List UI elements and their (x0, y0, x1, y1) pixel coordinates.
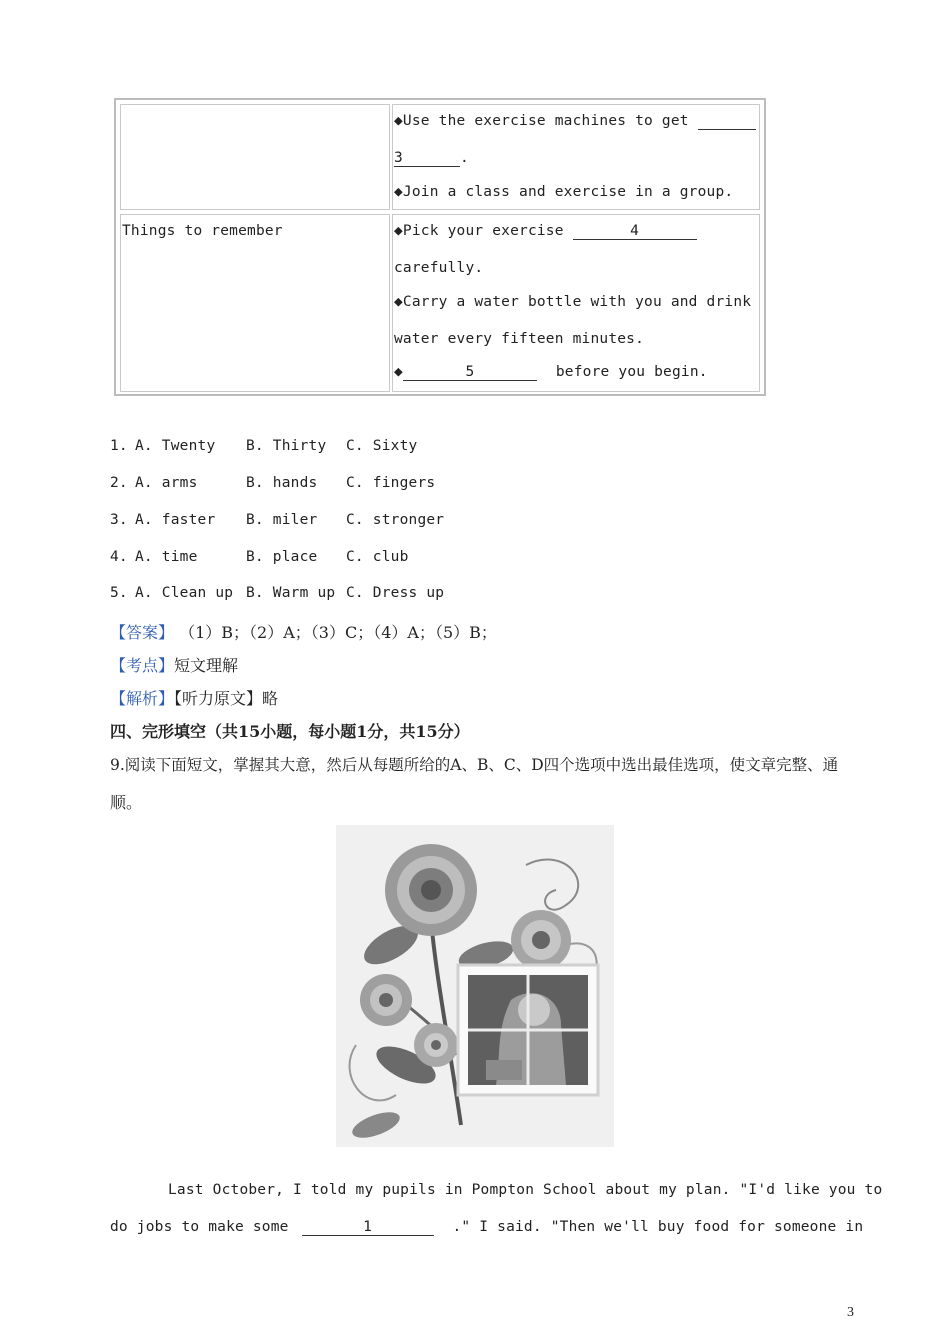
question-5: 5. A. Clean up B. Warm up C. Dress up (110, 585, 445, 601)
passage-line-2-start: do jobs to make some (110, 1219, 289, 1235)
answer-line (110, 620, 497, 643)
point-text: 短文理解 (174, 656, 239, 675)
blank-placeholder (698, 113, 756, 130)
option-c[interactable]: C. Sixty (346, 438, 418, 454)
blank-1: 1 (302, 1219, 434, 1236)
blank-4: 4 (573, 223, 697, 240)
blank-5: 5 (403, 364, 537, 381)
things-to-remember-label: Things to remember (122, 223, 283, 239)
option-a[interactable]: A. Twenty (135, 438, 216, 454)
option-c[interactable]: C. Dress up (346, 585, 445, 601)
remember-line-2-cont: water every fifteen minutes. (394, 331, 645, 347)
question-3: 3. A. faster B. miler C. stronger (110, 512, 445, 528)
question-1: 1. A. Twenty B. Thirty C. Sixty (110, 438, 418, 454)
flower-window-illustration (336, 825, 614, 1147)
table-cell-empty (120, 104, 390, 210)
option-c[interactable]: C. club (346, 549, 409, 565)
instruction-line-2: 顺。 (110, 793, 143, 812)
remember-line-1-cont: carefully. (394, 260, 484, 276)
illustration-icon (336, 825, 614, 1147)
option-c[interactable]: C. stronger (346, 512, 445, 528)
point-label: 【考点】 (110, 656, 175, 675)
answer-label: 【答案】 (110, 623, 175, 642)
section-title: 四、完形填空（共15小题，每小题1分，共15分） (110, 722, 470, 741)
remember-line-3-end: before you begin. (555, 364, 708, 380)
analysis-line (110, 686, 278, 709)
passage-line-2-end: ." I said. "Then we'll buy food for someone in (452, 1219, 864, 1235)
question-4: 4. A. time B. place C. club (110, 549, 409, 565)
method-line-1-end: . (460, 150, 469, 166)
option-b[interactable]: B. miler (246, 512, 318, 528)
exercise-table (114, 98, 766, 396)
method-line-1: ◆Use the exercise machines to get (394, 113, 689, 129)
question-2: 2. A. arms B. hands C. fingers (110, 475, 436, 491)
table-cell-methods (392, 104, 760, 210)
passage-line-1: Last October, I told my pupils in Pompton School about my plan. "I'd like you to (168, 1182, 883, 1198)
option-a[interactable]: A. time (135, 549, 198, 565)
bullet-icon: ◆ (394, 364, 403, 380)
option-a[interactable]: A. Clean up (135, 585, 234, 601)
method-line-2: ◆Join a class and exercise in a group. (394, 184, 734, 200)
analysis-label: 【解析】 (110, 689, 175, 708)
remember-line-1: ◆Pick your exercise (394, 223, 564, 239)
blank-3: 3 (394, 150, 460, 167)
answer-text: （1）B；（2）A；（3）C；（4）A；（5）B； (179, 623, 497, 642)
table-cell-things (392, 214, 760, 392)
option-a[interactable]: A. faster (135, 512, 216, 528)
option-b[interactable]: B. Thirty (246, 438, 327, 454)
option-b[interactable]: B. Warm up (246, 585, 336, 601)
remember-line-2: ◆Carry a water bottle with you and drink (394, 294, 752, 310)
option-b[interactable]: B. place (246, 549, 318, 565)
option-c[interactable]: C. fingers (346, 475, 436, 491)
option-b[interactable]: B. hands (246, 475, 318, 491)
point-line (110, 653, 238, 676)
instruction-line-1: 9.阅读下面短文，掌握其大意，然后从每题所给的A、B、C、D四个选项中选出最佳选项，使文章完整、通 (110, 756, 839, 774)
analysis-text: 【听力原文】略 (174, 689, 279, 708)
page-number: 3 (847, 1305, 854, 1320)
option-a[interactable]: A. arms (135, 475, 198, 491)
table-cell-things-label (120, 214, 390, 392)
